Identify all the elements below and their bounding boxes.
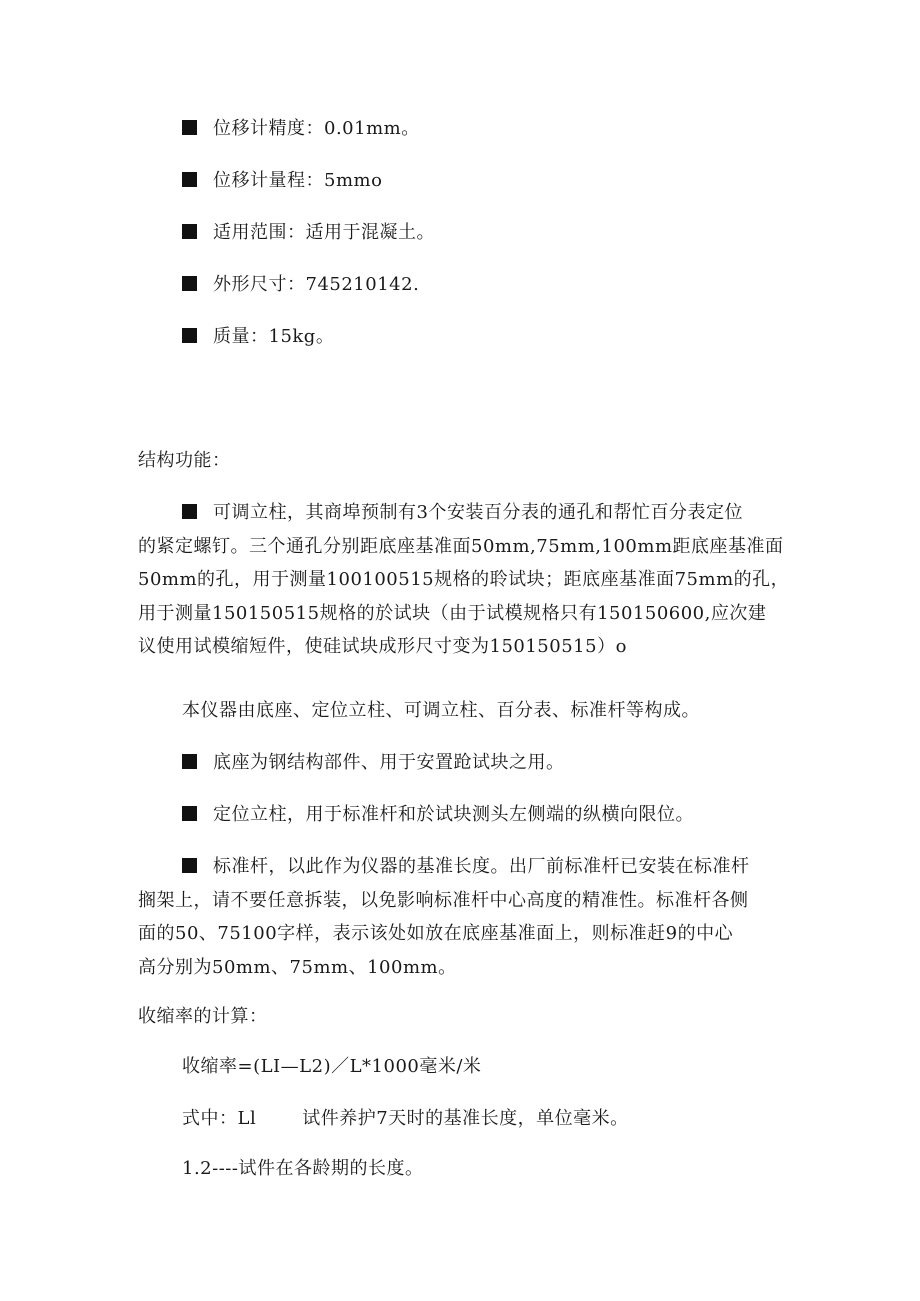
square-bullet-icon [182,172,197,187]
spec-item-dimensions [182,276,419,294]
spec-item-text: 位移计量程：5mmo [213,170,383,191]
spec-item-accuracy [182,120,420,138]
spec-item-scope [182,224,435,242]
where-text: 试件养护7天时的基准长度，单位毫米。 [302,1108,629,1129]
shrinkage-formula: 收缩率=(LI—L2)／L*1000毫米/米 [182,1056,482,1077]
square-bullet-icon [182,120,197,135]
paragraph-line: 的紧定螺钉。三个通孔分别距底座基准面50mm,75mm,100mm距底座基准面 [138,535,784,557]
calculation-title: 收缩率的计算： [138,1006,268,1027]
square-bullet-icon [182,806,197,821]
section-title: 结构功能： [138,450,231,471]
paragraph-line-text: 标准杆，以此作为仪器的基准长度。出厂前标准杆已安装在标准杆 [213,856,750,877]
paragraph-line: 面的50、75100字样，表示该处如放在底座基准面上，则标准赶9的中心 [138,923,734,944]
spec-item-mass [182,328,334,346]
spec-item-text: 位移计精度：0.01mm。 [213,118,420,139]
spec-item-text: 外形尺寸：745210142. [213,274,420,295]
square-bullet-icon [182,858,197,873]
paragraph-line: 搁架上，请不要任意拆装，以免影响标准杆中心高度的精准性。标准杆各侧 [138,889,749,911]
spec-item-text: 适用范围：适用于混凝土。 [213,222,435,243]
paragraph-line: 议使用试模缩短件，使硅试块成形尺寸变为150150515）o [138,636,627,657]
spec-item-text: 质量：15kg。 [213,326,335,347]
spec-item-range [182,172,382,190]
square-bullet-icon [182,224,197,239]
paragraph-line: 高分别为50mm、75mm、100mm。 [138,956,457,978]
square-bullet-icon [182,276,197,291]
paragraph-line-text: 可调立柱，其商埠预制有3个安装百分表的通孔和帮忙百分表定位 [213,502,743,523]
paragraph-line: 50mm的孔，用于测量100100515规格的聆试块；距底座基准面75mm的孔， [138,569,790,590]
formula-where-line [182,1110,629,1128]
paragraph-line [138,850,798,884]
square-bullet-icon [182,504,197,519]
paragraph-standard-rod [138,850,798,984]
composition-line: 本仪器由底座、定位立柱、可调立柱、百分表、标准杆等构成。 [182,700,700,721]
where-label: 式中：Ll [182,1108,257,1129]
part-item-text: 定位立柱，用于标准杆和於试块测头左侧端的纵横向限位。 [213,804,694,825]
square-bullet-icon [182,328,197,343]
l2-definition-line: 1.2----试件在各龄期的长度。 [182,1158,424,1179]
part-item-base [182,754,565,772]
part-item-text: 底座为钢结构部件、用于安置跄试块之用。 [213,752,565,773]
part-item-positioning-pillar [182,806,694,824]
paragraph-line [138,496,798,530]
square-bullet-icon [182,754,197,769]
paragraph-adjustable-pillar [138,496,798,664]
paragraph-line: 用于测量150150515规格的於试块（由于试模规格只有150150600,应次建 [138,602,767,624]
